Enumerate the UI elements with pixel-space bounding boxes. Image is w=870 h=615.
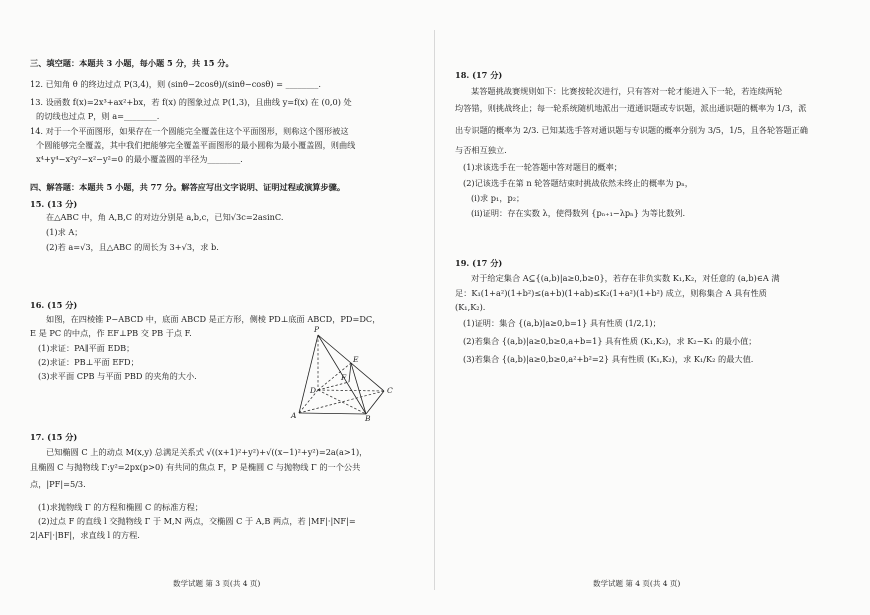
question-13-line1: 13. 设函数 f(x)=2x³+ax²+bx，若 f(x) 的图象过点 P(1,3)，且曲线 y=f(x) 在 (0,0) 处 xyxy=(30,97,352,107)
question-18-part1: (1)求该选手在一轮答题中答对题目的概率； xyxy=(463,162,622,172)
edge-DC xyxy=(318,390,384,391)
question-18-stem-line1: 某答题挑战赛规则如下：比赛按轮次进行，只有答对一轮才能进入下一轮，若连续两轮 xyxy=(471,86,783,96)
question-16-part2: (2)求证：PB⊥平面 EFD； xyxy=(38,357,139,367)
edge-BC xyxy=(366,391,384,414)
question-17-part2-line1: (2)过点 F 的直线 l 交抛物线 Γ 于 M,N 两点，交椭圆 C 于 A,B 两点，若 |MF|·|NF|= xyxy=(38,516,356,526)
question-19-stem-line3: (K₁,K₂). xyxy=(455,302,486,312)
question-17-heading: 17. (15 分) xyxy=(30,432,78,442)
question-18-heading: 18. (17 分) xyxy=(455,70,503,80)
question-15-part2: (2)若 a=√3，且△ABC 的周长为 3+√3，求 b. xyxy=(46,242,219,252)
question-19-stem-line2: 足：K₁(1+a²)(1+b²)≤(a+b)(1+ab)≤K₂(1+a²)(1+b²) 成立，则称集合 A 具有性质 xyxy=(455,288,767,298)
label-F: F xyxy=(341,373,347,382)
section-4-heading: 四、解答题：本题共 5 小题，共 77 分。解答应写出文字说明、证明过程或演算步骤。 xyxy=(30,182,346,192)
edge-AB xyxy=(299,413,366,414)
label-D: D xyxy=(310,386,317,395)
label-P: P xyxy=(314,325,320,334)
question-14-line2: 个圆能够完全覆盖，其中我们把能够完全覆盖平面图形的最小圆称为最小覆盖圆，则曲线 xyxy=(36,140,356,150)
question-17-stem-line2: 且椭圆 C 与抛物线 Γ:y²=2px(p>0) 有共同的焦点 F，P 是椭圆 C 与抛物线 Γ 的一个公共 xyxy=(30,462,361,472)
question-17-part2-line2: 2|AF|·|BF|，求直线 l 的方程. xyxy=(30,530,140,540)
segment-EF xyxy=(349,363,351,382)
pyramid-figure xyxy=(285,322,405,422)
question-18-stem-line4: 与否相互独立. xyxy=(455,145,507,155)
question-16-heading: 16. (15 分) xyxy=(30,300,78,310)
question-19-part1: (1)证明：集合 {(a,b)|a≥0,b=1} 具有性质 (1/2,1)； xyxy=(463,318,661,328)
question-17-stem-line3: 点，|PF|=5/3. xyxy=(30,479,86,489)
page-3-footer: 数学试题 第 3 页(共 4 页) xyxy=(173,579,261,588)
question-13-line2: 的切线也过点 P，则 a=________. xyxy=(36,111,160,121)
question-15-heading: 15. (13 分) xyxy=(30,199,78,209)
question-14-line3: x⁴+y⁴−x²y²−x²−y²=0 的最小覆盖圆的半径为________. xyxy=(36,154,243,164)
question-16-stem-line1: 如图，在四棱锥 P−ABCD 中，底面 ABCD 是正方形，侧棱 PD⊥底面 ABCD，PD=DC， xyxy=(46,314,381,324)
question-18-stem-line3: 出专识题的概率为 2/3. 已知某选手答对通识题与专识题的概率分别为 3/5，1/5，且各轮答题正确 xyxy=(455,125,808,135)
question-18-part2-i: (i)求 p₁，p₂； xyxy=(471,193,525,203)
question-19-part2: (2)若集合 {(a,b)|a≥0,b≥0,a+b=1} 具有性质 (K₁,K₂)，求 K₂−K₁ 的最小值； xyxy=(463,336,757,346)
question-16-stem-line2: E 是 PC 的中点，作 EF⊥PB 交 PB 于点 F. xyxy=(30,328,192,338)
question-19-heading: 19. (17 分) xyxy=(455,258,503,268)
label-A: A xyxy=(291,411,297,420)
question-16-part3: (3)求平面 CPB 与平面 PBD 的夹角的大小. xyxy=(38,371,197,381)
question-19-stem-line1: 对于给定集合 A⊆{(a,b)|a≥0,b≥0}，若存在非负实数 K₁,K₂，对任意的 (a,b)∈A 满 xyxy=(471,273,780,283)
question-15-stem: 在△ABC 中，角 A,B,C 的对边分别是 a,b,c，已知√3c=2asinC. xyxy=(46,212,284,222)
question-16-part1: (1)求证：PA∥平面 EDB； xyxy=(38,343,135,353)
question-18-stem-line2: 均答错，则挑战终止；每一轮系统随机地派出一道通识题或专识题，派出通识题的概率为 1/3，派 xyxy=(455,103,807,113)
question-18-part2: (2)记该选手在第 n 轮答题结束时挑战依然未终止的概率为 pₙ， xyxy=(463,178,693,188)
page-4 xyxy=(435,0,870,615)
section-3-heading: 三、填空题：本题共 3 小题，每小题 5 分，共 15 分。 xyxy=(30,58,234,68)
question-19-part3: (3)若集合 {(a,b)|a≥0,b≥0,a²+b²=2} 具有性质 (K₁,K₂)，求 K₁/K₂ 的最大值. xyxy=(463,354,754,364)
page-4-footer: 数学试题 第 4 页(共 4 页) xyxy=(593,579,681,588)
label-E: E xyxy=(353,355,359,364)
label-C: C xyxy=(387,386,393,395)
question-12: 12. 已知角 θ 的终边过点 P(3,4)，则 (sinθ−2cosθ)/(sinθ−cosθ) = ________. xyxy=(30,79,321,89)
question-15-part1: (1)求 A； xyxy=(46,227,83,237)
question-14-line1: 14. 对于一个平面图形，如果存在一个圆能完全覆盖住这个平面图形，则称这个图形被这 xyxy=(30,126,349,136)
question-17-part1: (1)求抛物线 Γ 的方程和椭圆 C 的标准方程； xyxy=(38,502,203,512)
segment-EB xyxy=(351,363,366,414)
question-17-stem-line1: 已知椭圆 C 上的动点 M(x,y) 总满足关系式 √((x+1)²+y²)+√((x−1)²+y²)=2a(a>1)， xyxy=(46,447,368,457)
label-B: B xyxy=(365,414,371,422)
question-18-part2-ii: (ii)证明：存在实数 λ，使得数列 {pₙ₊₁−λpₙ} 为等比数列. xyxy=(471,208,686,218)
